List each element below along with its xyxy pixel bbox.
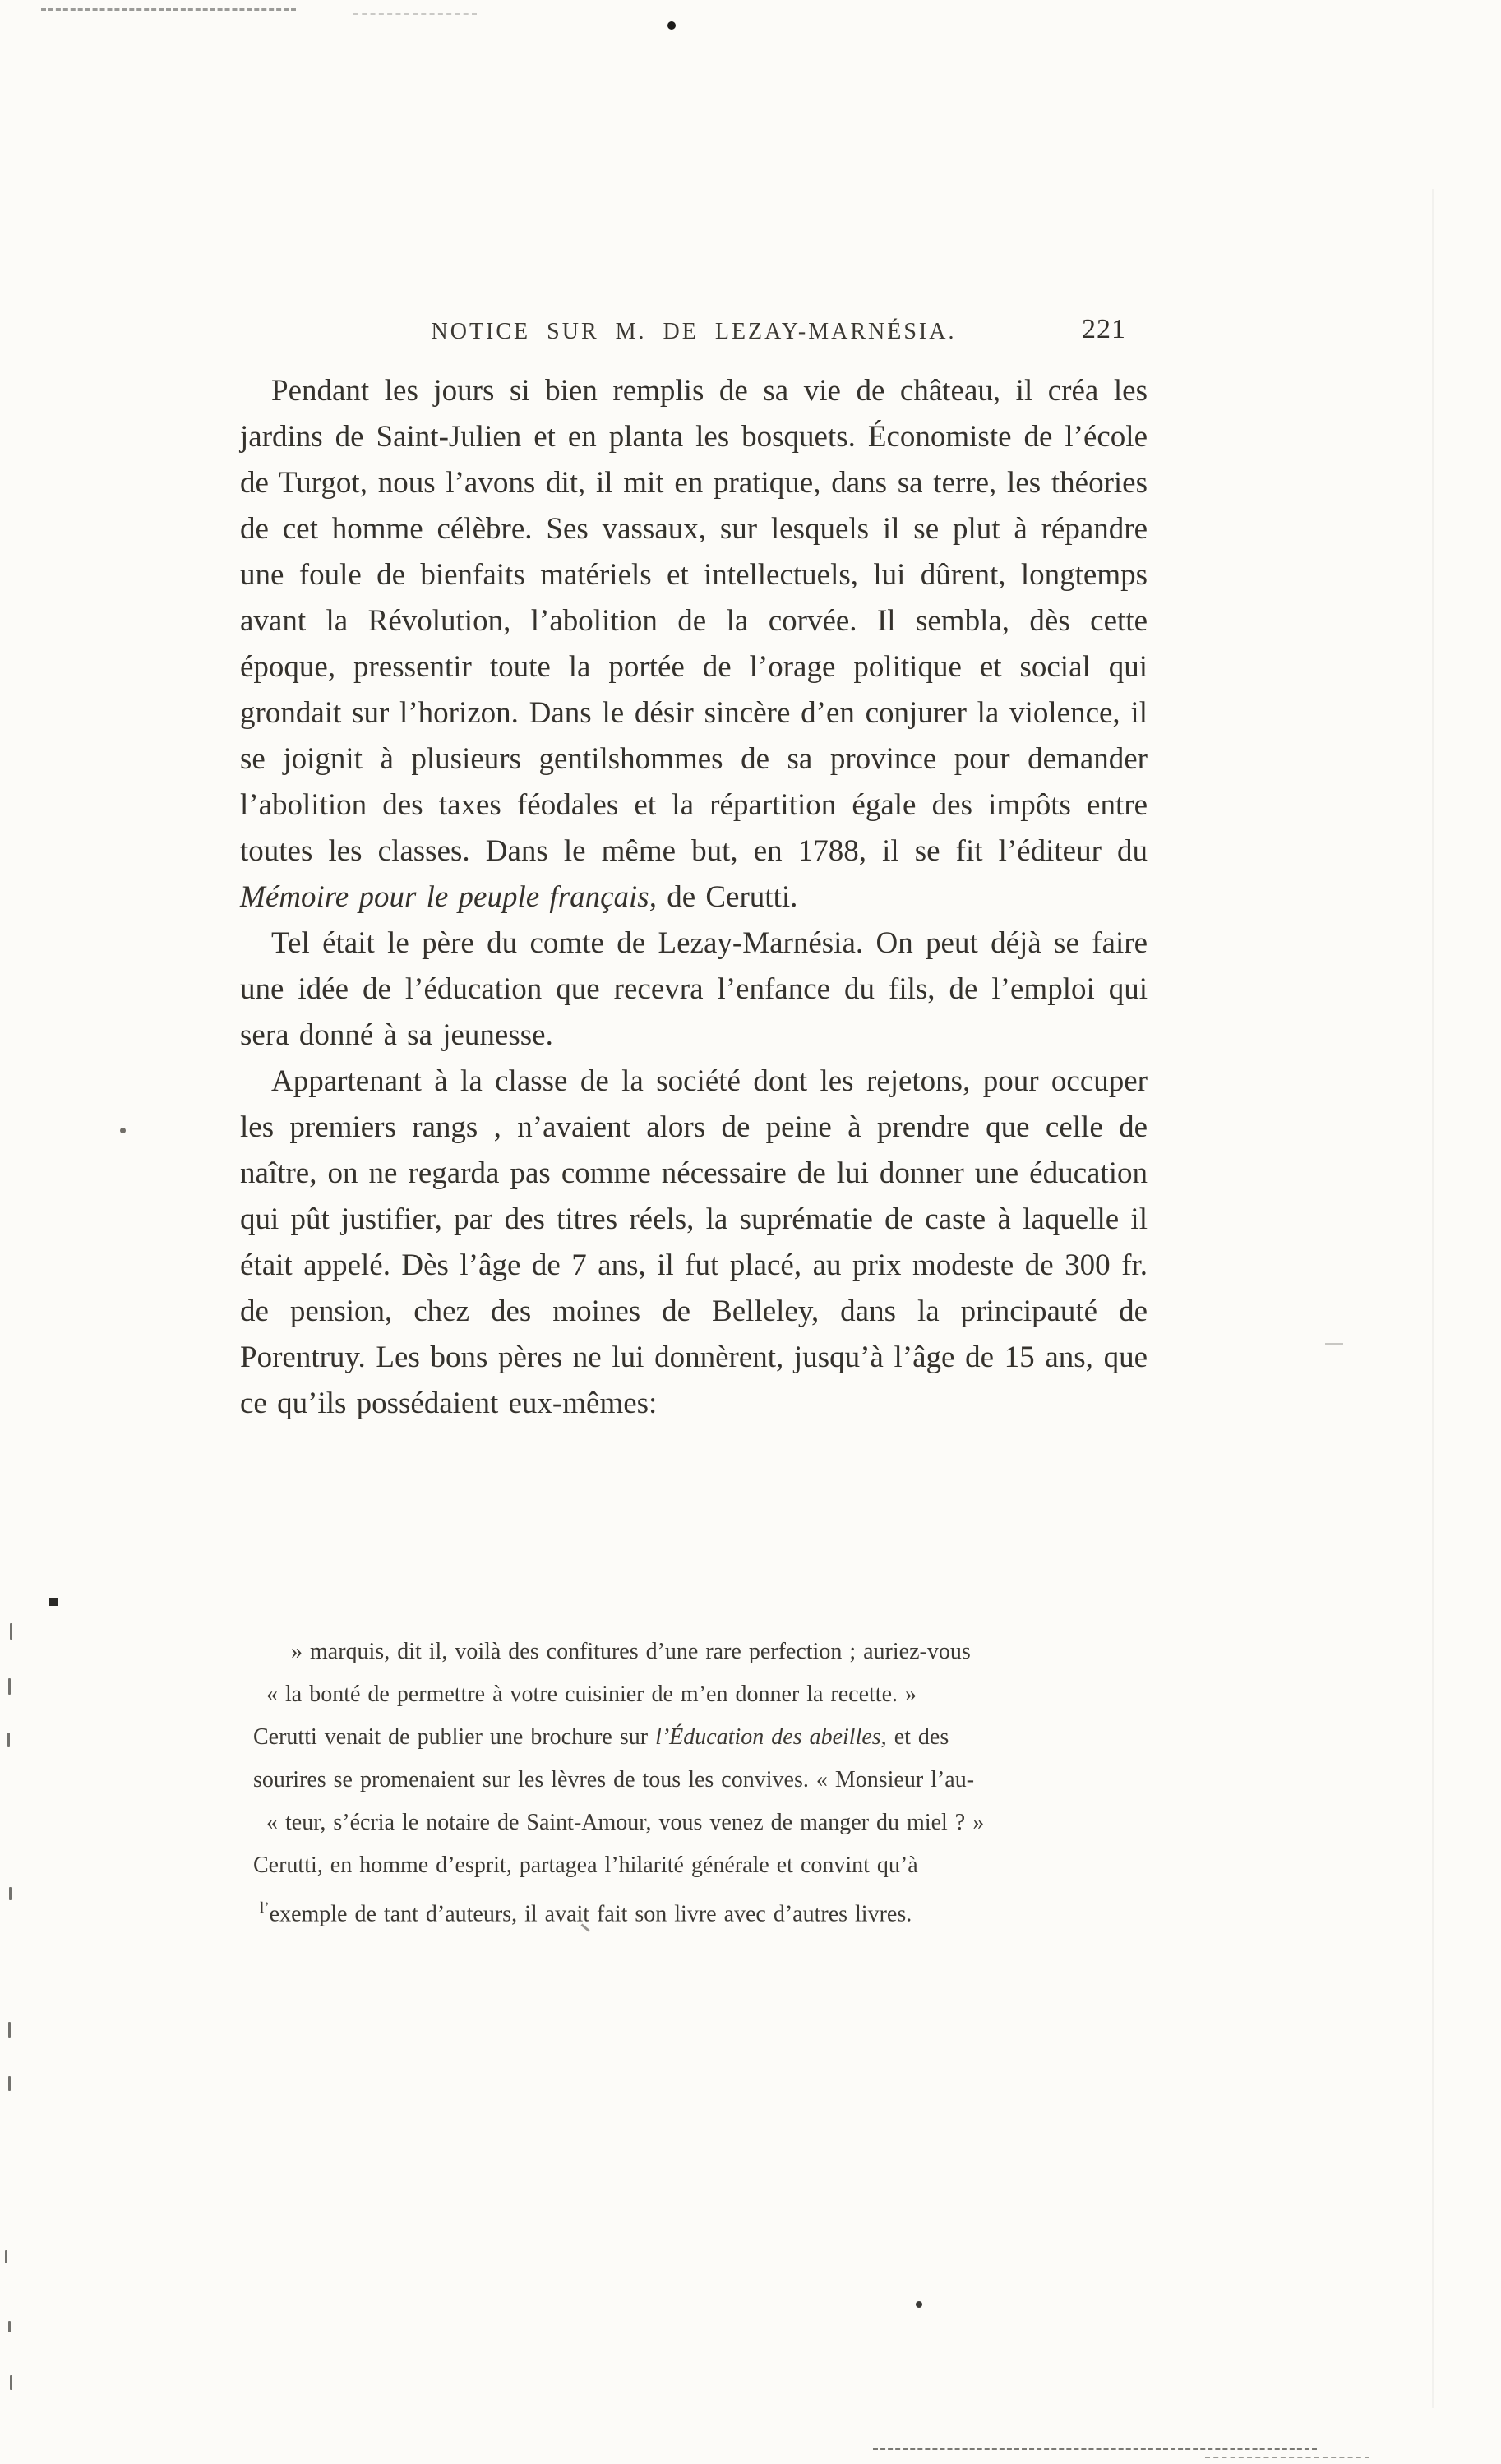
scan-artifact-tick xyxy=(5,2250,7,2263)
text-segment: Cerutti venait de publier une brochure sur xyxy=(253,1724,656,1750)
footnote-line xyxy=(253,1802,1148,1844)
page-header xyxy=(240,314,1148,345)
scan-artifact-dot xyxy=(667,21,676,30)
scan-artifact-dot xyxy=(120,1128,126,1133)
scan-artifact-tick xyxy=(7,1733,10,1747)
scan-artifact-tick xyxy=(9,1887,12,1900)
text-segment: exemple de tant d’auteurs, il avait fait son livre avec d’autres livres. xyxy=(269,1901,912,1927)
scan-artifact-tick xyxy=(8,1678,11,1695)
text-segment: Appartenant à la classe de la société dont les rejetons, pour occuper les premiers rangs , n’avaient alors de peine à prendre que celle de naître, on ne regarda pas comme nécessaire de lui donner une éducation qui pût justifier, par des titres réels, la suprématie de caste à laquelle il était appelé. Dès l’âge de 7 ans, il fut placé, au prix modeste de 300 fr. de pension, chez des moines de Belleley, dans la principauté de Porentruy. Les bons pères ne lui donnèrent, jusqu’à l’âge de 15 ans, que ce qu’ils possédaient eux-mêmes: xyxy=(240,1064,1148,1420)
body-text xyxy=(240,368,1148,1427)
paragraph xyxy=(240,921,1148,1059)
footnote-line xyxy=(253,1887,1148,1936)
text-segment: » marquis, dit il, voilà des confitures d’une rare perfection ; auriez-vous xyxy=(291,1639,971,1664)
footnote-line xyxy=(253,1844,1148,1887)
text-segment: l’ xyxy=(260,1899,270,1917)
text-segment: et des xyxy=(886,1724,949,1750)
text-segment: de Cerutti. xyxy=(656,880,798,914)
italic-text-segment: Mémoire pour le peuple français, xyxy=(240,880,657,914)
text-segment: Cerutti, en homme d’esprit, partagea l’hilarité générale et convint qu’à xyxy=(253,1853,918,1878)
scan-artifact-tick xyxy=(8,2022,11,2038)
running-title: NOTICE SUR M. DE LEZAY-MARNÉSIA. xyxy=(431,319,957,344)
footnote-line xyxy=(253,1631,1148,1673)
scan-artifact-page-edge xyxy=(1432,189,1434,2408)
text-segment: Tel était le père du comte de Lezay-Marnésia. On peut déjà se faire une idée de l’éducation que recevra l’enfance du fils, de l’emploi qui sera donné à sa jeunesse. xyxy=(240,926,1148,1052)
scan-artifact-tick xyxy=(8,2076,11,2091)
text-segment: Pendant les jours si bien remplis de sa vie de château, il créa les jardins de Saint-Julien et en planta les bosquets. Économiste de l’école de Turgot, nous l’avons dit, il mit en pratique, dans sa terre, les théories de cet homme célèbre. Ses vassaux, sur lesquels il se plut à répandre une foule de bienfaits matériels et intellectuels, lui dûrent, longtemps avant la Révolution, l’abolition de la corvée. Il sembla, dès cette époque, pressentir toute la portée de l’orage politique et social qui grondait sur l’horizon. Dans le désir sincère d’en conjurer la violence, il se joignit à plusieurs gentilshommes de sa province pour demander l’abolition des taxes féodales et la répartition égale des impôts entre toutes les classes. Dans le même but, en 1788, il se fit l’éditeur du xyxy=(240,374,1148,868)
footnote xyxy=(253,1631,1148,1936)
scan-artifact-tick xyxy=(8,2321,11,2332)
scan-artifact-mark xyxy=(49,1598,58,1606)
scan-artifact-dash xyxy=(1205,2457,1369,2458)
scan-artifact-dash xyxy=(873,2448,1317,2450)
paragraph xyxy=(240,1059,1148,1427)
scan-artifact-tick xyxy=(10,1623,12,1640)
scan-artifact-dash xyxy=(353,13,477,15)
text-segment: sourires se promenaient sur les lèvres de tous les convives. « Monsieur l’au- xyxy=(253,1767,975,1793)
text-segment: « teur, s’écria le notaire de Saint-Amour, vous venez de manger du miel ? » xyxy=(266,1810,985,1835)
footnote-line xyxy=(253,1716,1148,1759)
scan-artifact-dot xyxy=(916,2301,922,2308)
scan-artifact-dash xyxy=(41,8,296,11)
footnote-line xyxy=(253,1759,1148,1802)
italic-text-segment: l’Éducation des abeilles, xyxy=(655,1724,887,1750)
scan-artifact-tick xyxy=(10,2375,12,2390)
page-number: 221 xyxy=(1082,314,1126,344)
paragraph xyxy=(240,368,1148,921)
text-segment: « la bonté de permettre à votre cuisinier de m’en donner la recette. » xyxy=(266,1682,917,1707)
footnote-line xyxy=(253,1673,1148,1716)
scan-artifact-mark xyxy=(1325,1343,1343,1345)
